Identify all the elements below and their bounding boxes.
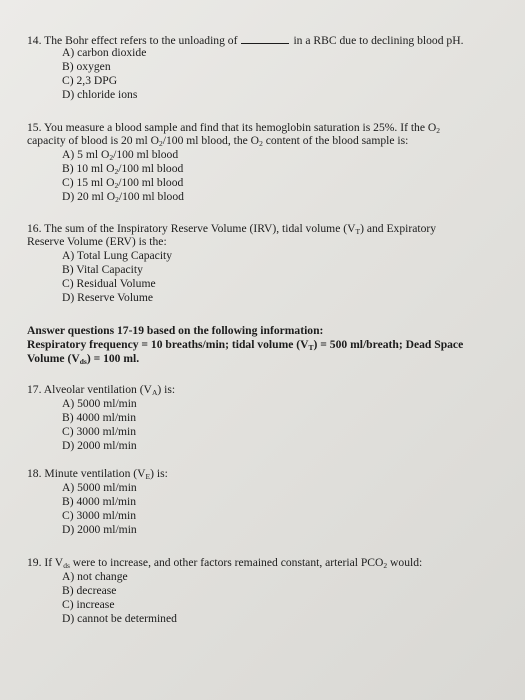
option: A) 5 ml $O_2/100$ ml blood <box>62 148 179 162</box>
option: B) oxygen <box>62 60 111 73</box>
option: B) 4000 ml/min <box>62 411 137 424</box>
option: C) Residual Volume <box>62 277 156 290</box>
question-18-stem: 18. Minute ventilation $(V_E)$ is: <box>27 467 168 481</box>
option: D) 2000 ml/min <box>62 439 137 452</box>
option: A) carbon dioxide <box>62 46 147 59</box>
question-14-stem: 14. The Bohr effect refers to the unloading of in a RBC due to declining blood pH. <box>27 34 464 47</box>
option: D) 20 ml $O_2/100$ ml blood <box>62 190 184 204</box>
option: A) 5000 ml/min <box>62 397 137 410</box>
option: A) not change <box>62 570 128 583</box>
question-15-stem-line2: capacity of blood is 20 ml $O_2/100$ ml blood, the $O_2$ content of the blood sample is: <box>27 134 409 148</box>
question-16-stem-line1: 16. The sum of the Inspiratory Reserve Volume (IRV), tidal volume $(V_T)$ and Expiratory <box>27 222 437 236</box>
question-19-stem: 19. If $V_{ds}$ were to increase, and other factors remained constant, arterial $PCO_2$ would: <box>27 556 423 570</box>
option: B) decrease <box>62 584 117 597</box>
option: C) 15 ml $O_2/100$ ml blood <box>62 176 184 190</box>
option: A) 5000 ml/min <box>62 481 137 494</box>
option: C) 3000 ml/min <box>62 425 137 438</box>
option: C) increase <box>62 598 115 611</box>
option: A) Total Lung Capacity <box>62 249 173 262</box>
option: D) Reserve Volume <box>62 291 154 304</box>
info-line2: Respiratory frequency = 10 breaths/min; tidal volume $(V_T) = 500$ ml/breath; Dead Space <box>27 338 464 352</box>
question-17-stem: 17. Alveolar ventilation $(V_A)$ is: <box>27 383 176 397</box>
option: B) 4000 ml/min <box>62 495 137 508</box>
option: C) 3000 ml/min <box>62 509 137 522</box>
option: D) 2000 ml/min <box>62 523 137 536</box>
info-heading: Answer questions 17-19 based on the following information: <box>27 324 324 337</box>
question-16-stem-line2: Reserve Volume (ERV) is the: <box>27 235 167 248</box>
info-line3: Volume $(V_{ds}) = 100$ ml. <box>27 352 140 366</box>
question-15-stem-line1: 15. You measure a blood sample and find that its hemoglobin saturation is 25%. If the $O_2$ <box>27 121 441 135</box>
option: D) cannot be determined <box>62 612 177 625</box>
option: B) 10 ml $O_2/100$ ml blood <box>62 162 184 176</box>
option: C) 2,3 DPG <box>62 74 118 87</box>
option: D) chloride ions <box>62 88 138 101</box>
option: B) Vital Capacity <box>62 263 143 276</box>
answer-blank <box>241 33 289 44</box>
